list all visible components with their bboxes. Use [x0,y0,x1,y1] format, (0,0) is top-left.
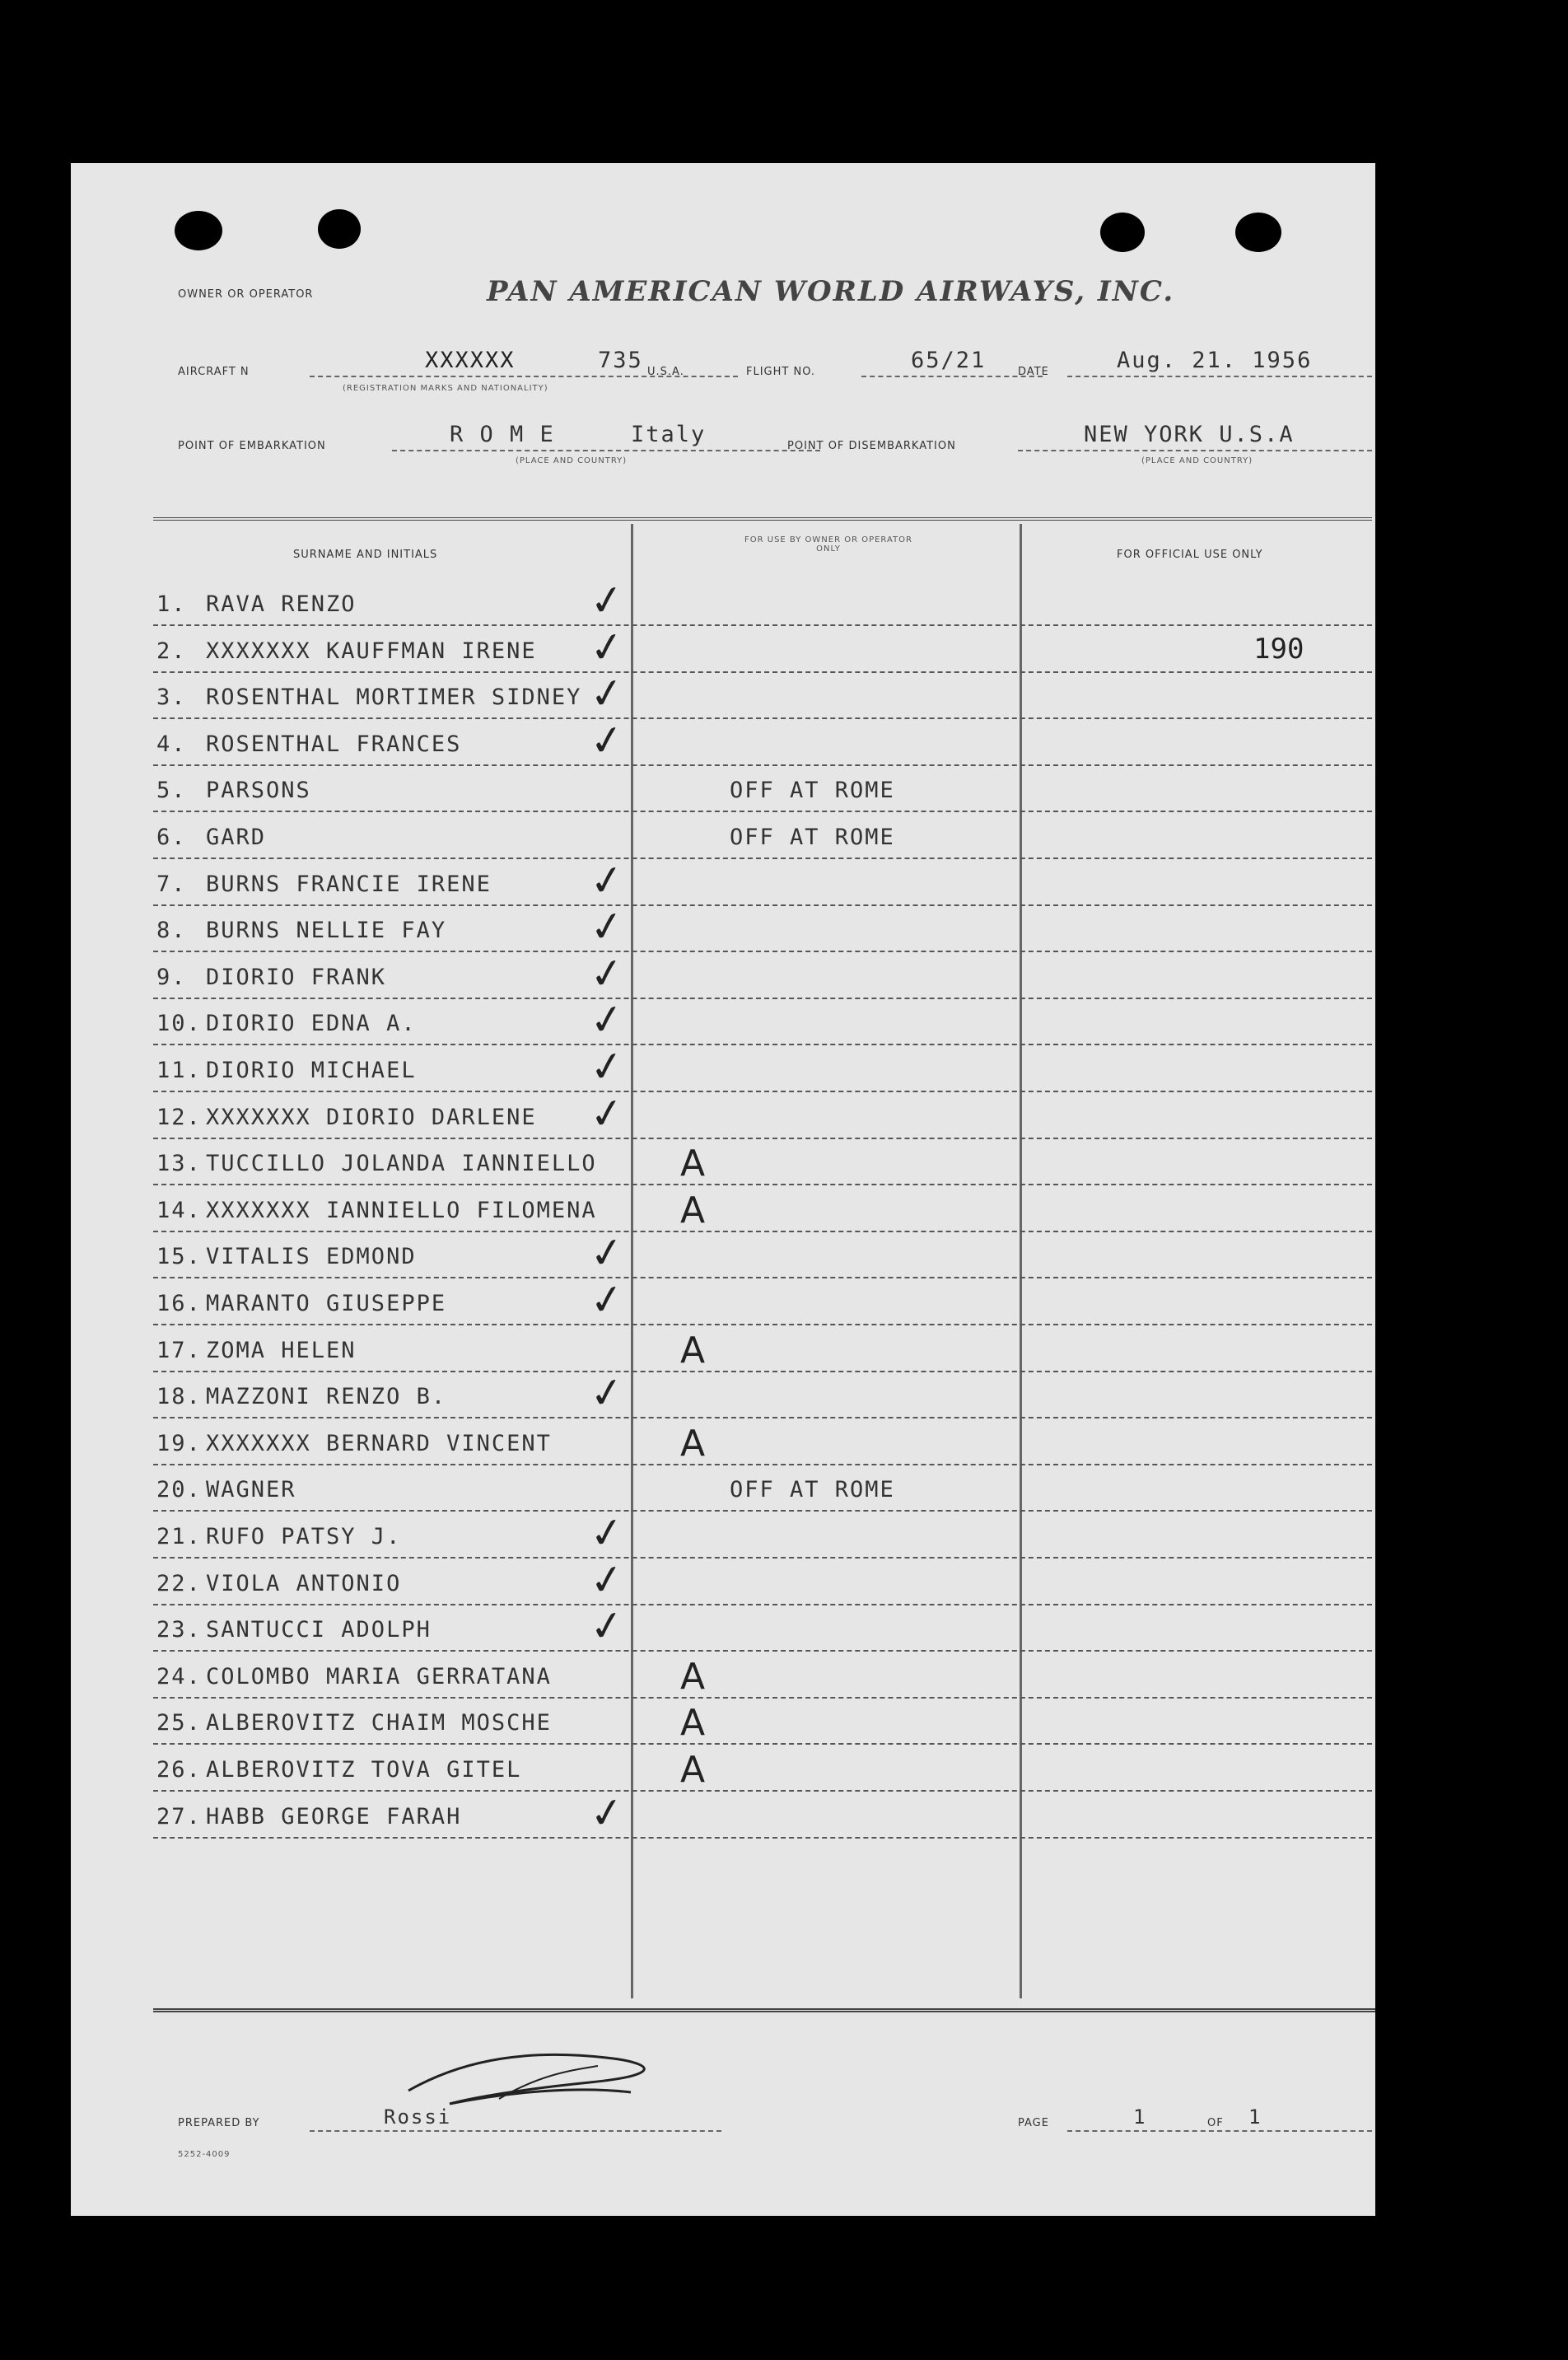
passenger-name: COLOMBO MARIA GERRATANA [206,1663,552,1689]
table-row [71,900,1372,956]
table-row [71,1553,1372,1609]
page-number: 1 [1133,2105,1147,2129]
aircraft-number: 735 [598,348,643,373]
checkmark-icon: ✓ [586,1553,628,1606]
letter-a-mark: A [680,1702,706,1745]
passenger-number: 16. [156,1291,202,1316]
passenger-number: 9. [156,964,187,990]
checkmark-icon: ✓ [586,574,628,627]
disembark-underline [1018,450,1372,451]
embark-place-caption: (PLACE AND COUNTRY) [516,456,628,465]
passenger-number: 5. [156,778,187,804]
table-row [71,993,1372,1049]
letter-a-mark: A [680,1655,706,1698]
table-row [71,821,1372,862]
of-label: OF [1207,2117,1224,2129]
table-row [71,667,1372,722]
checkmark-icon: ✓ [586,1507,628,1559]
page-total: 1 [1248,2105,1262,2129]
letter-a-mark: A [680,1189,706,1231]
passenger-name: ZOMA HELEN [206,1337,357,1363]
aircraft-strikeout: XXXXXX [425,348,516,373]
col-header-surname: SURNAME AND INITIALS [293,549,438,561]
flight-label: FLIGHT NO. [746,366,816,378]
letter-a-mark: A [680,1329,706,1372]
flight-underline [861,376,1043,377]
binder-hole-right-2 [1235,213,1281,252]
table-row [71,1600,1372,1655]
table-row [71,1087,1372,1143]
passenger-number: 18. [156,1384,202,1410]
checkmark-icon: ✓ [586,620,628,674]
passenger-number: 11. [156,1058,202,1083]
col-header-official-use: FOR OFFICIAL USE ONLY [1117,549,1263,561]
aircraft-nationality: U.S.A. [647,366,684,378]
passenger-number: 3. [156,685,187,711]
table-row [71,1189,1372,1236]
registration-caption: (REGISTRATION MARKS AND NATIONALITY) [343,384,548,393]
passenger-number: 8. [156,918,187,944]
checkmark-icon: ✓ [586,853,628,907]
letter-a-mark: A [680,1143,706,1185]
official-number: 190 [1253,633,1304,666]
passenger-name: XXXXXXX IANNIELLO FILOMENA [206,1197,597,1223]
aircraft-underline [310,376,738,377]
passenger-note: OFF AT ROME [730,1477,895,1503]
passenger-name: DIORIO FRANK [206,964,387,990]
date-label: DATE [1018,366,1049,378]
table-row [71,853,1372,909]
passenger-name: ALBEROVITZ CHAIM MOSCHE [206,1710,552,1736]
passenger-name: DIORIO EDNA A. [206,1011,417,1037]
passenger-number: 23. [156,1617,202,1643]
passenger-number: 27. [156,1803,202,1830]
prepared-by-label: PREPARED BY [178,2117,260,2129]
embark-underline [392,450,820,451]
passenger-name: PARSONS [206,778,311,804]
passenger-number: 4. [156,731,187,757]
table-top-rule [153,517,1372,521]
disembark-place: NEW YORK U.S.A [1084,422,1295,447]
table-row [71,947,1372,1002]
date-underline [1067,376,1372,377]
passenger-name: BURNS FRANCIE IRENE [206,871,492,897]
checkmark-icon: ✓ [586,900,628,953]
passenger-name: GARD [206,825,267,850]
table-row [71,1474,1372,1515]
checkmark-icon: ✓ [586,1227,628,1280]
form-number: 5252-4009 [178,2150,231,2159]
passenger-number: 14. [156,1197,202,1223]
manifest-sheet [71,163,1375,2216]
table-row [71,1329,1372,1376]
table-row [71,1786,1372,1842]
page-underline [1067,2130,1372,2132]
disembark-label: POINT OF DISEMBARKATION [787,440,956,452]
passenger-number: 10. [156,1011,202,1037]
embark-label: POINT OF EMBARKATION [178,440,326,452]
checkmark-icon: ✓ [586,1786,628,1839]
page-label: PAGE [1018,2117,1049,2129]
checkmark-icon: ✓ [586,667,628,720]
table-row [71,1507,1372,1562]
owner-label: OWNER OR OPERATOR [178,288,314,301]
table-row [71,1227,1372,1282]
passenger-name: TUCCILLO JOLANDA IANNIELLO [206,1151,597,1177]
embark-country: Italy [631,422,707,447]
date-value: Aug. 21. 1956 [1117,348,1313,373]
passenger-name: VIOLA ANTONIO [206,1570,402,1596]
prepared-by-name: Rossi [384,2105,452,2129]
passenger-name: ALBEROVITZ TOVA GITEL [206,1757,522,1783]
table-row [71,714,1372,769]
table-row [71,774,1372,815]
checkmark-icon: ✓ [586,1367,628,1419]
passenger-name: RUFO PATSY J. [206,1524,402,1549]
passenger-name: XXXXXXX BERNARD VINCENT [206,1430,552,1456]
passenger-number: 25. [156,1710,202,1736]
airline-name: PAN AMERICAN WORLD AIRWAYS, INC. [487,275,1175,308]
flight-number: 65/21 [911,348,987,373]
table-row [71,1367,1372,1422]
passenger-number: 24. [156,1663,202,1689]
binder-hole-right-1 [1100,213,1145,252]
passenger-name: MARANTO GIUSEPPE [206,1291,447,1316]
passenger-number: 22. [156,1570,202,1596]
passenger-name: WAGNER [206,1477,296,1503]
table-row [71,1273,1372,1329]
table-row [71,1040,1372,1096]
binder-hole-left-2 [318,209,361,249]
table-bottom-rule [153,2008,1375,2012]
passenger-number: 7. [156,871,187,897]
aircraft-label: AIRCRAFT N [178,366,250,378]
passenger-name: RAVA RENZO [206,591,357,617]
passenger-name: XXXXXXX DIORIO DARLENE [206,1104,537,1130]
passenger-number: 20. [156,1477,202,1503]
passenger-number: 12. [156,1104,202,1130]
disembark-place-caption: (PLACE AND COUNTRY) [1141,456,1253,465]
table-row [71,620,1372,676]
passenger-name: DIORIO MICHAEL [206,1058,417,1083]
letter-a-mark: A [680,1422,706,1465]
passenger-number: 17. [156,1337,202,1363]
checkmark-icon: ✓ [586,1600,628,1652]
embark-city: R O M E [450,422,555,447]
passenger-name: ROSENTHAL MORTIMER SIDNEY [206,685,582,711]
checkmark-icon: ✓ [586,947,628,1000]
table-row [71,1655,1372,1702]
passenger-note: OFF AT ROME [730,778,895,804]
col-header-owner-use: FOR USE BY OWNER OR OPERATOR ONLY [744,535,912,554]
checkmark-icon: ✓ [586,1273,628,1326]
passenger-number: 15. [156,1244,202,1270]
passenger-name: XXXXXXX KAUFFMAN IRENE [206,638,537,664]
passenger-number: 26. [156,1757,202,1783]
passenger-number: 13. [156,1151,202,1177]
checkmark-icon: ✓ [586,1040,628,1093]
table-row [71,1143,1372,1189]
letter-a-mark: A [680,1749,706,1791]
passenger-name: HABB GEORGE FARAH [206,1803,462,1830]
passenger-number: 6. [156,825,187,850]
table-row [71,1422,1372,1469]
passenger-name: VITALIS EDMOND [206,1244,417,1270]
signature [400,2025,680,2115]
table-row [71,574,1372,629]
passenger-number: 2. [156,638,187,664]
binder-hole-left-1 [175,211,222,250]
checkmark-icon: ✓ [586,1087,628,1140]
passenger-name: ROSENTHAL FRANCES [206,731,462,757]
table-row [71,1749,1372,1795]
passenger-name: BURNS NELLIE FAY [206,918,447,944]
checkmark-icon: ✓ [586,993,628,1047]
passenger-name: MAZZONI RENZO B. [206,1384,447,1410]
passenger-number: 19. [156,1430,202,1456]
passenger-number: 21. [156,1524,202,1549]
passenger-name: SANTUCCI ADOLPH [206,1617,432,1643]
prepared-by-underline [310,2130,721,2132]
passenger-note: OFF AT ROME [730,825,895,850]
checkmark-icon: ✓ [586,714,628,767]
table-row [71,1702,1372,1748]
passenger-number: 1. [156,591,187,617]
